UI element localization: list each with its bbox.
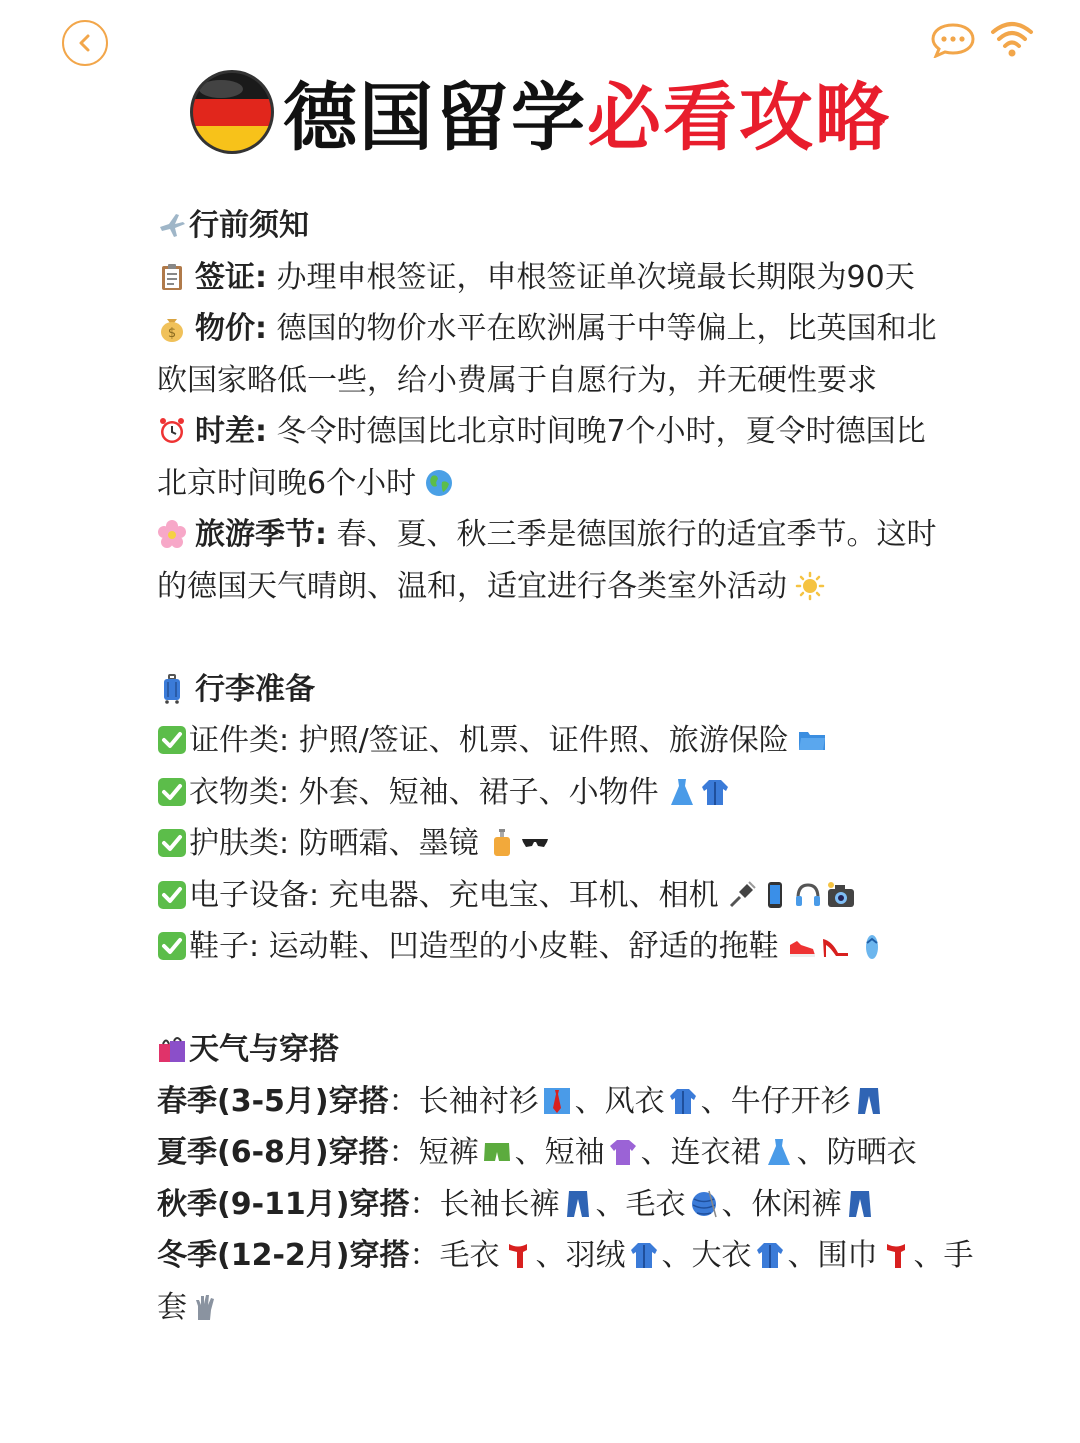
back-button[interactable]	[62, 20, 108, 66]
germany-flag-icon	[189, 69, 275, 155]
sneaker-icon	[787, 931, 817, 961]
price-text: 德国的物价水平在欧洲属于中等偏上，比英国和北	[276, 311, 937, 346]
summer-item: 、防晒衣	[796, 1135, 917, 1170]
list-item	[157, 921, 1017, 973]
winter-item: ：毛衣	[409, 1238, 500, 1273]
jeans-icon	[854, 1086, 884, 1116]
scarf-icon	[881, 1240, 911, 1270]
list-item-text: 电子设备: 充电器、充电宝、耳机、相机	[189, 877, 719, 913]
winter-item: 、羽绒	[535, 1238, 626, 1273]
list-item-text: 鞋子: 运动鞋、凹造型的小皮鞋、舒适的拖鞋	[189, 929, 779, 964]
winter-item: 、围巾	[787, 1238, 878, 1273]
list-item-text: 衣物类: 外套、短袖、裙子、小物件	[189, 774, 659, 810]
check-mark-icon	[157, 828, 187, 858]
globe-icon	[424, 468, 454, 498]
high-heel-icon	[820, 931, 850, 961]
spring-item: ：长袖衬衫	[388, 1083, 539, 1119]
list-item-text: 护肤类: 防晒霜、墨镜	[189, 826, 479, 861]
heading-text: 行李准备	[195, 671, 315, 707]
alarm-clock-icon	[157, 416, 187, 446]
check-mark-icon	[157, 931, 187, 961]
spring-label: 春季(3-5月)穿搭	[157, 1083, 389, 1119]
list-item	[157, 818, 1017, 870]
winter-line	[157, 1230, 1017, 1282]
dress-icon	[667, 777, 697, 807]
phone-icon	[760, 880, 790, 910]
summer-item: ：短裤	[388, 1135, 479, 1170]
coat-icon	[629, 1240, 659, 1270]
autumn-item: 、毛衣	[595, 1186, 686, 1222]
summer-label: 夏季(6-8月)穿搭	[157, 1135, 389, 1170]
winter-line-cont	[157, 1282, 1017, 1334]
season-label: 旅游季节:	[195, 517, 327, 552]
heading-text: 天气与穿搭	[189, 1032, 339, 1067]
autumn-line	[157, 1179, 1017, 1231]
timezone-line	[157, 406, 1017, 458]
t-shirt-icon	[608, 1137, 638, 1167]
flip-flop-icon	[857, 931, 887, 961]
autumn-label: 秋季(9-11月)穿搭	[157, 1186, 410, 1222]
winter-item: 、大衣	[661, 1238, 752, 1273]
summer-item: 、短袖	[514, 1135, 605, 1170]
spring-line	[157, 1076, 1017, 1128]
wifi-icon[interactable]	[990, 18, 1034, 58]
headphones-icon	[793, 880, 823, 910]
price-line-cont	[157, 355, 1017, 407]
visa-text: 办理申根签证，申根签证单次境最长期限为90天	[276, 259, 915, 295]
price-line	[157, 303, 1017, 355]
price-text-cont: 欧国家略低一些，给小费属于自愿行为，并无硬性要求	[157, 362, 877, 398]
section-heading-luggage	[157, 664, 1017, 716]
winter-item: 套	[157, 1289, 187, 1325]
folder-icon	[797, 725, 827, 755]
autumn-item: ：长袖长裤	[409, 1186, 560, 1222]
clipboard-icon	[157, 262, 187, 292]
money-bag-icon	[157, 313, 187, 343]
visa-label: 签证:	[195, 259, 267, 295]
price-label: 物价:	[195, 311, 267, 346]
check-mark-icon	[157, 777, 187, 807]
chevron-left-icon	[77, 33, 93, 53]
gloves-icon	[190, 1292, 220, 1322]
dress-icon	[764, 1137, 794, 1167]
spring-item: 、风衣	[574, 1083, 665, 1119]
timezone-text: 冬令时德国比北京时间晚7个小时，夏令时德国比	[276, 414, 926, 449]
timezone-line-cont	[157, 458, 1017, 510]
jeans-icon	[845, 1189, 875, 1219]
suitcase-icon	[157, 674, 187, 704]
coat-icon	[700, 777, 730, 807]
heading-text: 行前须知	[189, 208, 309, 243]
jeans-icon	[563, 1189, 593, 1219]
chat-bubble-icon[interactable]	[930, 22, 976, 58]
page-title	[0, 62, 1080, 162]
shirt-tie-icon	[542, 1086, 572, 1116]
visa-line	[157, 252, 1017, 304]
shopping-bags-icon	[157, 1034, 187, 1064]
airplane-icon	[157, 210, 187, 240]
sun-icon	[795, 571, 825, 601]
list-item-text: 证件类: 护照/签证、机票、证件照、旅游保险	[189, 723, 789, 758]
timezone-label: 时差:	[195, 414, 267, 449]
list-item	[157, 715, 1017, 767]
season-line	[157, 509, 1017, 561]
section-heading-weather	[157, 1024, 1017, 1076]
lotion-bottle-icon	[487, 828, 517, 858]
article-body	[157, 200, 1017, 1333]
season-line-cont	[157, 561, 1017, 613]
winter-item: 、手	[913, 1238, 974, 1273]
summer-item: 、连衣裙	[640, 1135, 761, 1170]
shorts-icon	[482, 1137, 512, 1167]
scarf-icon	[503, 1240, 533, 1270]
title-highlight: 必看攻略	[587, 75, 891, 161]
season-text: 春、夏、秋三季是德国旅行的适宜季节。这时	[336, 517, 937, 552]
section-heading-before-departure	[157, 200, 1017, 252]
coat-icon	[668, 1086, 698, 1116]
list-item	[157, 870, 1017, 922]
spring-item: 、牛仔开衫	[700, 1083, 851, 1119]
coat-icon	[755, 1240, 785, 1270]
sunglasses-icon	[520, 828, 550, 858]
autumn-item: 、休闲裤	[721, 1186, 842, 1222]
check-mark-icon	[157, 725, 187, 755]
yarn-icon	[689, 1189, 719, 1219]
timezone-text-cont: 北京时间晚6个小时	[157, 465, 417, 501]
check-mark-icon	[157, 880, 187, 910]
season-text-cont: 的德国天气晴朗、温和，适宜进行各类室外活动	[157, 568, 787, 604]
summer-line	[157, 1127, 1017, 1179]
plug-icon	[727, 880, 757, 910]
cherry-blossom-icon	[157, 519, 187, 549]
winter-label: 冬季(12-2月)穿搭	[157, 1238, 410, 1273]
title-main: 德国留学	[283, 75, 587, 161]
list-item	[157, 767, 1017, 819]
camera-icon	[826, 880, 856, 910]
